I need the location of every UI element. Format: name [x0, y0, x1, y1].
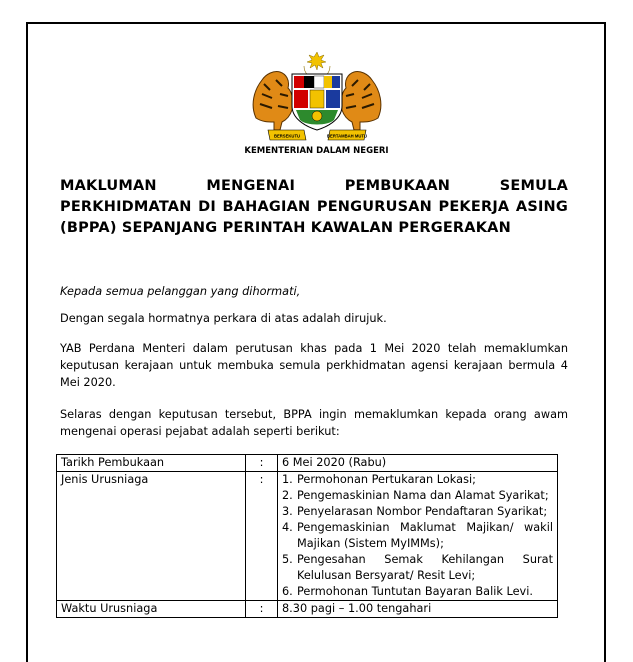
- paragraph-announcement: YAB Perdana Menteri dalam perutusan khas pada 1 Mei 2020 telah memaklumkan keputusan kerajaan untuk membuka semula perkhidmatan agensi kerajaan bermula 4 Mei 2020.: [60, 342, 568, 389]
- list-item: 5. Pengesahan Semak Kehilangan Surat Kelulusan Bersyarat/ Resit Levi;: [282, 553, 553, 582]
- table-value: [278, 472, 558, 601]
- transaction-type-list: [282, 472, 553, 600]
- table-row: [57, 472, 558, 601]
- ministry-name: KEMENTERIAN DALAM NEGERI: [244, 146, 389, 156]
- table-label: Waktu Urusniaga: [57, 601, 246, 618]
- document-title: MAKLUMAN MENGENAI PEMBUKAAN SEMULA PERKHIDMATAN DI BAHAGIAN PENGURUSAN PEKERJA ASING (BPPA) SEPANJANG PERINTAH KAWALAN PERGERAKAN: [60, 178, 568, 236]
- paragraph-intro: Dengan segala hormatnya perkara di atas adalah dirujuk.: [60, 312, 387, 325]
- table-value: 6 Mei 2020 (Rabu): [278, 455, 558, 472]
- table-label: Jenis Urusniaga: [57, 472, 246, 601]
- table-row: [57, 601, 558, 618]
- greeting: Kepada semua pelanggan yang dihormati,: [60, 285, 301, 298]
- table-value: 8.30 pagi – 1.00 tengahari: [278, 601, 558, 618]
- operations-table: [56, 454, 558, 618]
- crest-motto-left: BERSEKUTU: [273, 133, 301, 139]
- table-separator: :: [246, 455, 278, 472]
- table-label: Tarikh Pembukaan: [57, 455, 246, 472]
- paragraph-operations: Selaras dengan keputusan tersebut, BPPA ingin memaklumkan kepada orang awam mengenai operasi pejabat adalah seperti berikut:: [60, 408, 568, 438]
- table-separator: :: [246, 601, 278, 618]
- malaysia-coat-of-arms-icon: [246, 50, 388, 145]
- list-item: 2. Pengemaskinian Nama dan Alamat Syarikat;: [282, 489, 549, 502]
- list-item: 1. Permohonan Pertukaran Lokasi;: [282, 473, 476, 486]
- list-item: 6. Permohonan Tuntutan Bayaran Balik Levi.: [282, 585, 533, 598]
- crest-motto-right: BERTAMBAH MUTU: [327, 133, 367, 139]
- table-separator: :: [246, 472, 278, 601]
- table-row: [57, 455, 558, 472]
- list-item: 3. Penyelarasan Nombor Pendaftaran Syarikat;: [282, 505, 548, 518]
- list-item: 4. Pengemaskinian Maklumat Majikan/ wakil Majikan (Sistem MyIMMs);: [282, 521, 553, 550]
